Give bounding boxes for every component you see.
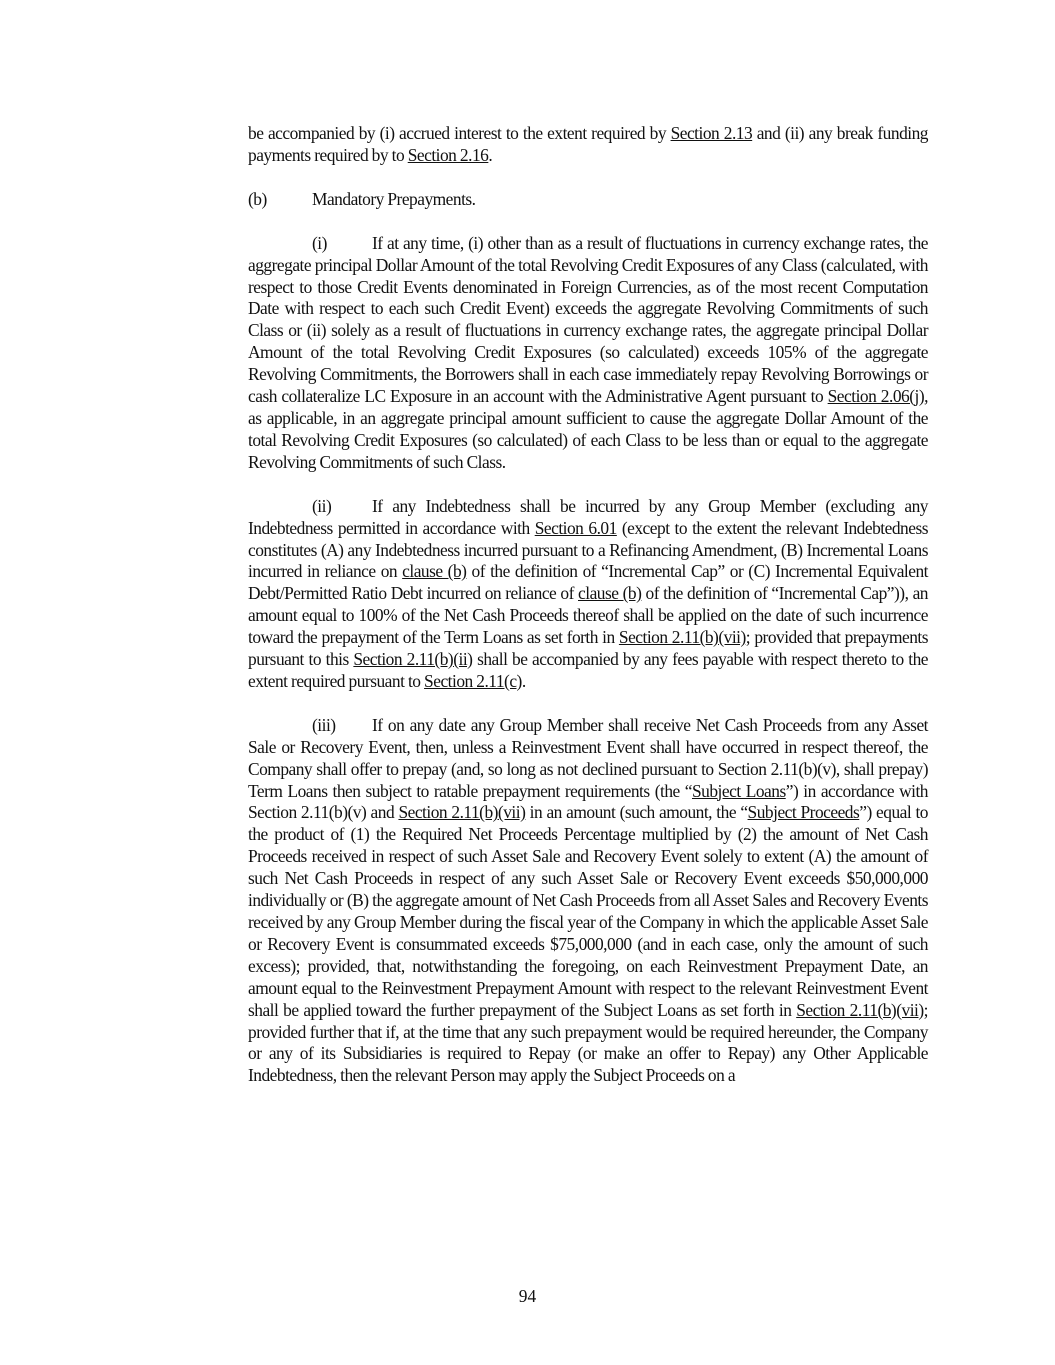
section-reference-link[interactable]: Section 2.11(c) (424, 670, 522, 691)
paragraph-ii (248, 496, 928, 693)
defined-term: Subject Proceeds (747, 802, 860, 823)
clause-label: (iii) (312, 714, 336, 735)
section-reference-link[interactable]: Section 2.13 (670, 123, 753, 143)
section-reference-link[interactable]: Section 2.11(b)(vii) (796, 999, 924, 1020)
section-reference-link[interactable]: Section 2.11(b)(vii) (618, 627, 746, 648)
text-run: shall be accompanied by any fees payable with respect thereto to the extent required pursuant to (248, 649, 929, 691)
section-reference-link[interactable]: Section 6.01 (534, 517, 617, 538)
text-run: be accompanied by (i) accrued interest to the extent required by (248, 123, 671, 143)
text-run: (except to the extent the relevant Indebtedness constitutes (A) any Indebtedness incurred pursuant to a Refinancing Amendment, (B) Incremental Loans incurred in reliance on (248, 517, 928, 582)
text-run: If any Indebtedness shall be incurred by any Group Member (excluding any Indebtedness permitted in accordance with (248, 495, 928, 538)
text-run: ; provided that prepayments pursuant to this (248, 627, 929, 670)
text-run: of the definition of “Incremental Cap”)), an amount equal to 100% of the Net Cash Proceeds thereof shall be applied on the date of such incurrence toward the prepayment of the Term Loans as set forth in (248, 583, 928, 648)
paragraph-i (248, 233, 928, 474)
clause-label: (b) (248, 188, 267, 209)
text-run: of the definition of “Incremental Cap” or (C) Incremental Equivalent Debt/Permitted Ratio Debt incurred on reliance of (248, 561, 928, 604)
text-run: . (488, 144, 493, 165)
text-run: If at any time, (i) other than as a result of fluctuations in currency exchange rates, the aggregate principal Dollar Amount of the total Revolving Credit Exposures of any Class (calculated, with respect to those Credit Events denominated in Foreign Currencies, as of the most recent Computation Date with respect to each such Credit Event) exceeds the aggregate Revolving Commitments of such Class or (ii) solely as a result of fluctuations in currency exchange rates, the aggregate principal Dollar Amount of the total Revolving Credit Exposures (so calculated) exceeds 105% of the aggregate Revolving Commitments, the Borrowers shall in each case immediately repay Revolving Borrowings or cash collateralize LC Exposure in an account with the Administrative Agent pursuant to (248, 232, 928, 407)
clause-title: Mandatory Prepayments. (312, 188, 476, 209)
text-run: If on any date any Group Member shall receive Net Cash Proceeds from any Asset Sale or Recovery Event, then, unless a Reinvestment Event shall have occurred in respect thereof, the Company shall offer to prepay (and, so long as not declined pursuant to Section 2.11(b)(v), shall prepay) Term Loans then subject to ratable prepayment requirements (the “ (248, 714, 928, 801)
text-run: . (521, 670, 526, 691)
text-run: in an amount (such amount, the “ (525, 802, 748, 823)
clause-reference-link[interactable]: clause (b) (402, 561, 467, 582)
heading-mandatory-prepayments (248, 189, 928, 211)
clause-reference-link[interactable]: clause (b) (578, 583, 642, 604)
text-run: ; provided further that if, at the time that any such prepayment would be required hereunder, the Company or any of its Subsidiaries is required to Repay (or make an offer to Repay) any Other Applicable Indebtedness, then the relevant Person may apply the Subject Proceeds on a (248, 999, 929, 1086)
defined-term: Subject Loans (692, 780, 786, 801)
clause-label: (ii) (312, 495, 332, 516)
section-reference-link[interactable]: Section 2.11(b)(ii) (353, 649, 473, 670)
text-run: and (ii) any break funding payments required by to (248, 123, 928, 165)
text-run: ”) equal to the product of (1) the Required Net Proceeds Percentage multiplied by (2) the amount of Net Cash Proceeds received in respect of such Asset Sale and Recovery Event solely to extent (A) the amount of such Net Cash Proceeds in respect of any such Asset Sale or Recovery Event exceeds $50,000,000 individually or (B) the aggregate amount of Net Cash Proceeds from all Asset Sales and Recovery Events received by any Group Member during the fiscal year of the Company in which the applicable Asset Sale or Recovery Event is consummated exceeds $75,000,000 (and in each case, only the amount of such excess); provided, that, notwithstanding the foregoing, on each Reinvestment Prepayment Date, an amount equal to the Reinvestment Prepayment Amount with respect to the relevant Reinvestment Event shall be applied toward the further prepayment of the Subject Loans as set forth in (248, 802, 929, 1020)
text-run: ”) in accordance with Section 2.11(b)(v) and (248, 780, 928, 823)
section-reference-link[interactable]: Section 2.16 (407, 144, 489, 165)
section-reference-link[interactable]: Section 2.11(b)(vii) (398, 802, 526, 823)
intro-paragraph (248, 123, 928, 167)
section-reference-link[interactable]: Section 2.06(j) (827, 386, 925, 407)
page-number: 94 (518, 1286, 537, 1306)
clause-label: (i) (312, 232, 327, 253)
body-text (248, 123, 928, 1087)
paragraph-iii (248, 715, 928, 1087)
text-run: , as applicable, in an aggregate principal amount sufficient to cause the aggregate Dollar Amount of the total Revolving Credit Exposures (so calculated) of each Class to be less than or equal to the aggregate Revolving Commitments of such Class. (248, 386, 929, 472)
